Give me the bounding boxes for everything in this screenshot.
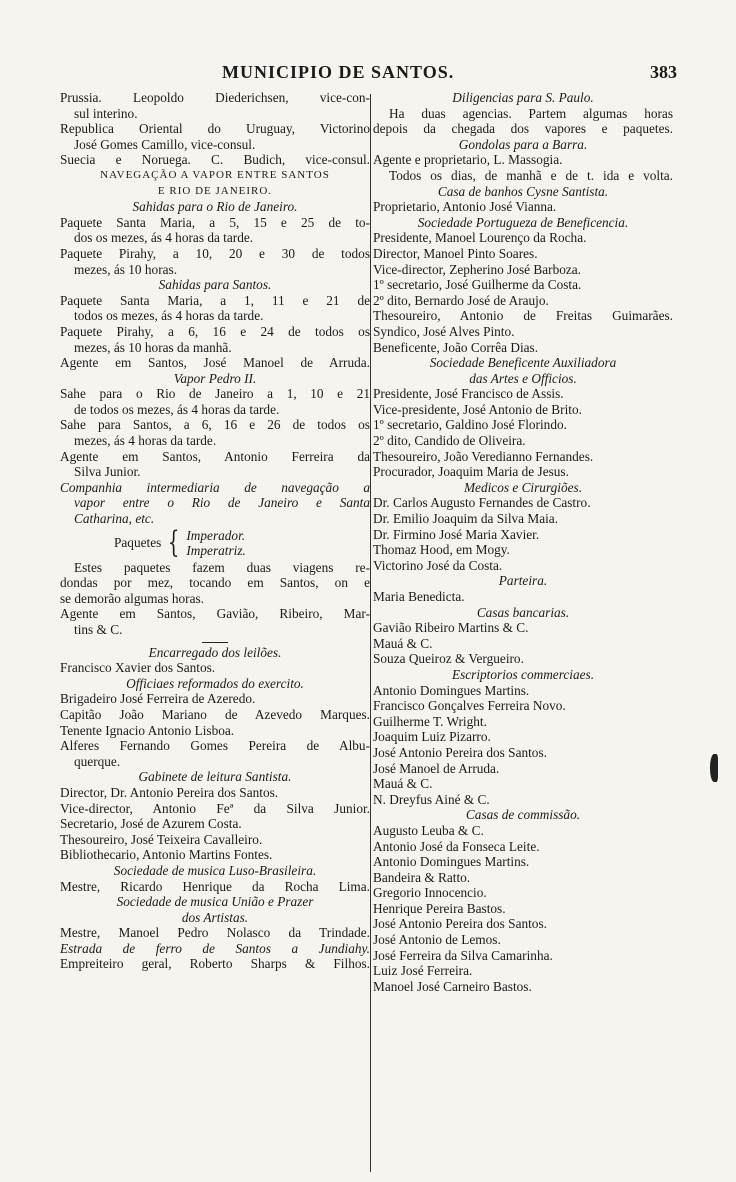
left-column bbox=[60, 90, 370, 972]
text-line: Dr. Firmino José Maria Xavier. bbox=[373, 526, 540, 542]
text-line: dondas por mez, tocando em Santos, on e bbox=[60, 575, 370, 591]
text-line: mezes, ás 4 horas da tarde. bbox=[74, 433, 217, 449]
text-line: José Gomes Camillo, vice-consul. bbox=[74, 136, 256, 152]
paquetes-brace-group bbox=[60, 527, 370, 560]
text-line: Alferes Fernando Gomes Pereira de Albu- bbox=[60, 738, 370, 754]
text-line: Agente em Santos, Gavião, Ribeiro, Mar- bbox=[60, 606, 370, 622]
section-heading: E RIO DE JANEIRO. bbox=[157, 184, 273, 197]
brace-symbol: { bbox=[168, 525, 180, 561]
page-header bbox=[0, 62, 736, 88]
section-heading: Casa de banhos Cysne Santista. bbox=[437, 183, 609, 199]
text-line: Bibliothecario, Antonio Martins Fontes. bbox=[60, 847, 273, 863]
text-line: Sahe para o Rio de Janeiro a 1, 10 e 21 bbox=[60, 386, 370, 402]
text-line: Agente em Santos, José Manoel de Arruda. bbox=[60, 355, 370, 371]
section-heading: Gabinete de leitura Santista. bbox=[138, 769, 292, 785]
text-line: dos os mezes, ás 4 horas da tarde. bbox=[74, 230, 254, 246]
vessel-name: Imperador. bbox=[186, 528, 246, 544]
text-line: Secretario, José de Azurem Costa. bbox=[60, 816, 242, 832]
section-heading: Casas bancarias. bbox=[476, 604, 570, 620]
text-line: Director, Dr. Antonio Pereira dos Santos. bbox=[60, 784, 279, 800]
section-heading: NAVEGAÇÃO A VAPOR ENTRE SANTOS bbox=[100, 168, 330, 181]
right-column bbox=[373, 90, 673, 994]
text-line: Dr. Carlos Augusto Fernandes de Castro. bbox=[373, 495, 591, 511]
ink-mark bbox=[710, 754, 718, 782]
brace-label: Paquetes bbox=[114, 535, 162, 551]
text-line: depois da chegada dos vapores e paquetes. bbox=[373, 121, 673, 137]
text-line: Paquete Santa Maria, a 1, 11 e 21 de bbox=[60, 292, 370, 308]
section-heading: Sociedade de musica União e Prazer bbox=[116, 894, 314, 910]
text-line: Vice-director, Antonio Feª da Silva Junior. bbox=[60, 800, 370, 816]
text-line: Antonio Domingues Martins. bbox=[373, 682, 530, 698]
text-line: se demorão algumas horas. bbox=[60, 590, 205, 606]
section-heading: Vapor Pedro II. bbox=[173, 370, 257, 386]
text-line: Estes paquetes fazem duas viagens re- bbox=[74, 559, 370, 575]
text-line: Vice-presidente, José Antonio de Brito. bbox=[373, 401, 582, 417]
text-line: Republica Oriental do Uruguay, Victorino bbox=[60, 121, 370, 137]
section-rule bbox=[202, 642, 228, 643]
text-line: de todos os mezes, ás 4 horas da tarde. bbox=[74, 401, 280, 417]
section-heading: Sociedade Portugueza de Beneficencia. bbox=[417, 214, 629, 230]
text-line: Presidente, Manoel Lourenço da Rocha. bbox=[373, 230, 587, 246]
text-line: Syndico, José Alves Pinto. bbox=[373, 323, 515, 339]
text-line: Antonio Domingues Martins. bbox=[373, 854, 530, 870]
text-line: sul interino. bbox=[74, 105, 138, 121]
text-line: Victorino José da Costa. bbox=[373, 557, 503, 573]
text-line: Maria Benedicta. bbox=[373, 589, 465, 604]
text-line: José Ferreira da Silva Camarinha. bbox=[373, 947, 553, 963]
text-line: José Manoel de Arruda. bbox=[373, 760, 500, 776]
section-heading: Casas de commissão. bbox=[465, 807, 581, 823]
section-heading: Sociedade Beneficente Auxiliadora bbox=[429, 355, 617, 371]
text-line: tins & C. bbox=[74, 622, 123, 637]
text-line: Luiz José Ferreira. bbox=[373, 963, 473, 979]
text-line: Brigadeiro José Ferreira de Azeredo. bbox=[60, 691, 256, 707]
text-line: Tenente Ignacio Antonio Lisboa. bbox=[60, 722, 235, 738]
text-line: Mestre, Manoel Pedro Nolasco da Trindade. bbox=[60, 925, 370, 941]
text-line: José Antonio Pereira dos Santos. bbox=[373, 744, 547, 760]
text-line: José Antonio Pereira dos Santos. bbox=[373, 916, 547, 932]
section-heading: Encarregado dos leilões. bbox=[148, 644, 282, 660]
section-heading: Diligencias para S. Paulo. bbox=[452, 90, 594, 105]
text-line: Procurador, Joaquim Maria de Jesus. bbox=[373, 464, 569, 480]
text-line: Thesoureiro, Antonio de Freitas Guimarães. bbox=[373, 308, 673, 324]
text-line: Gregorio Innocencio. bbox=[373, 885, 487, 901]
text-line: mezes, ás 10 horas da manhã. bbox=[74, 339, 232, 355]
brace-items bbox=[186, 528, 245, 558]
text-line: Ha duas agencias. Partem algumas horas bbox=[389, 105, 673, 121]
text-line: vapor entre o Rio de Janeiro e Santa bbox=[74, 495, 370, 511]
text-line: Francisco Xavier dos Santos. bbox=[60, 660, 216, 676]
text-line: Dr. Emilio Joaquim da Silva Maia. bbox=[373, 511, 559, 527]
section-heading: dos Artistas. bbox=[181, 909, 249, 925]
column-divider bbox=[370, 94, 371, 1172]
section-heading: Medicos e Cirurgiões. bbox=[463, 479, 583, 495]
section-heading: Gondolas para a Barra. bbox=[458, 136, 588, 152]
text-line: Director, Manoel Pinto Soares. bbox=[373, 245, 538, 261]
text-line: Beneficente, João Corrêa Dias. bbox=[373, 339, 539, 355]
text-line: Mauá & C. bbox=[373, 776, 433, 792]
text-line: Paquete Pirahy, a 6, 16 e 24 de todos os bbox=[60, 323, 370, 339]
text-line: Prussia. Leopoldo Diederichsen, vice-con- bbox=[60, 90, 370, 105]
page-number: 383 bbox=[650, 62, 677, 82]
text-line: Joaquim Luiz Pizarro. bbox=[373, 729, 491, 745]
vessel-name: Imperatriz. bbox=[186, 543, 246, 559]
section-heading: Officiaes reformados do exercito. bbox=[126, 675, 304, 691]
text-line: Suecia e Noruega. C. Budich, vice-consul. bbox=[60, 152, 370, 168]
text-line: 2º dito, Bernardo José de Araujo. bbox=[373, 292, 549, 308]
text-line: todos os mezes, ás 4 horas da tarde. bbox=[74, 308, 264, 324]
section-heading: Parteira. bbox=[498, 573, 548, 589]
text-line: 1º secretario, José Guilherme da Costa. bbox=[373, 277, 582, 293]
text-line: Bandeira & Ratto. bbox=[373, 869, 471, 885]
text-line: Agente em Santos, Antonio Ferreira da bbox=[60, 448, 370, 464]
text-line: mezes, ás 10 horas. bbox=[74, 261, 178, 277]
text-line: querque. bbox=[74, 753, 121, 769]
text-line: Thesoureiro, José Teixeira Cavalleiro. bbox=[60, 831, 263, 847]
text-line: Guilherme T. Wright. bbox=[373, 713, 487, 729]
text-line: Augusto Leuba & C. bbox=[373, 822, 484, 838]
text-line: Companhia intermediaria de navegação a bbox=[60, 479, 370, 495]
section-heading: das Artes e Officios. bbox=[469, 370, 577, 386]
text-line: Henrique Pereira Bastos. bbox=[373, 900, 506, 916]
text-line: Vice-director, Zepherino José Barboza. bbox=[373, 261, 582, 277]
section-heading: Escriptorios commerciaes. bbox=[451, 666, 595, 682]
text-line: Proprietario, Antonio José Vianna. bbox=[373, 199, 557, 215]
text-line: 1º secretario, Galdino José Florindo. bbox=[373, 417, 567, 433]
section-heading: Sahidas para Santos. bbox=[158, 277, 272, 293]
text-line: Manoel José Carneiro Bastos. bbox=[373, 978, 532, 994]
text-line: Francisco Gonçalves Ferreira Novo. bbox=[373, 698, 566, 714]
text-line: Mestre, Ricardo Henrique da Rocha Lima. bbox=[60, 878, 370, 894]
text-line: Estrada de ferro de Santos a Jundiahy. bbox=[60, 940, 370, 956]
text-line: N. Dreyfus Ainé & C. bbox=[373, 791, 490, 807]
text-line: Antonio José da Fonseca Leite. bbox=[373, 838, 540, 854]
text-line: José Antonio de Lemos. bbox=[373, 932, 501, 948]
text-line: Todos os dias, de manhã e de t. ida e volta. bbox=[389, 167, 673, 183]
text-line: Catharina, etc. bbox=[74, 511, 155, 527]
text-line: Sahe para Santos, a 6, 16 e 26 de todos os bbox=[60, 417, 370, 433]
running-title: MUNICIPIO DE SANTOS. bbox=[222, 62, 455, 82]
text-line: Silva Junior. bbox=[74, 464, 141, 480]
text-line: Agente e proprietario, L. Massogia. bbox=[373, 152, 563, 168]
text-line: Gavião Ribeiro Martins & C. bbox=[373, 620, 529, 636]
text-line: Capitão João Mariano de Azevedo Marques. bbox=[60, 706, 370, 722]
text-line: Mauá & C. bbox=[373, 635, 433, 651]
text-line: Presidente, José Francisco de Assis. bbox=[373, 386, 564, 402]
text-line: Paquete Pirahy, a 10, 20 e 30 de todos bbox=[60, 245, 370, 261]
text-line: Thomaz Hood, em Mogy. bbox=[373, 542, 510, 558]
text-line: Thesoureiro, João Veredianno Fernandes. bbox=[373, 448, 594, 464]
section-heading: Sociedade de musica Luso-Brasileira. bbox=[113, 862, 317, 878]
text-line: Paquete Santa Maria, a 5, 15 e 25 de to- bbox=[60, 214, 370, 230]
text-line: Empreiteiro geral, Roberto Sharps & Filhos. bbox=[60, 956, 370, 972]
text-line: 2º dito, Candido de Oliveira. bbox=[373, 433, 526, 449]
section-heading: Sahidas para o Rio de Janeiro. bbox=[132, 199, 298, 215]
text-line: Souza Queiroz & Vergueiro. bbox=[373, 651, 524, 667]
